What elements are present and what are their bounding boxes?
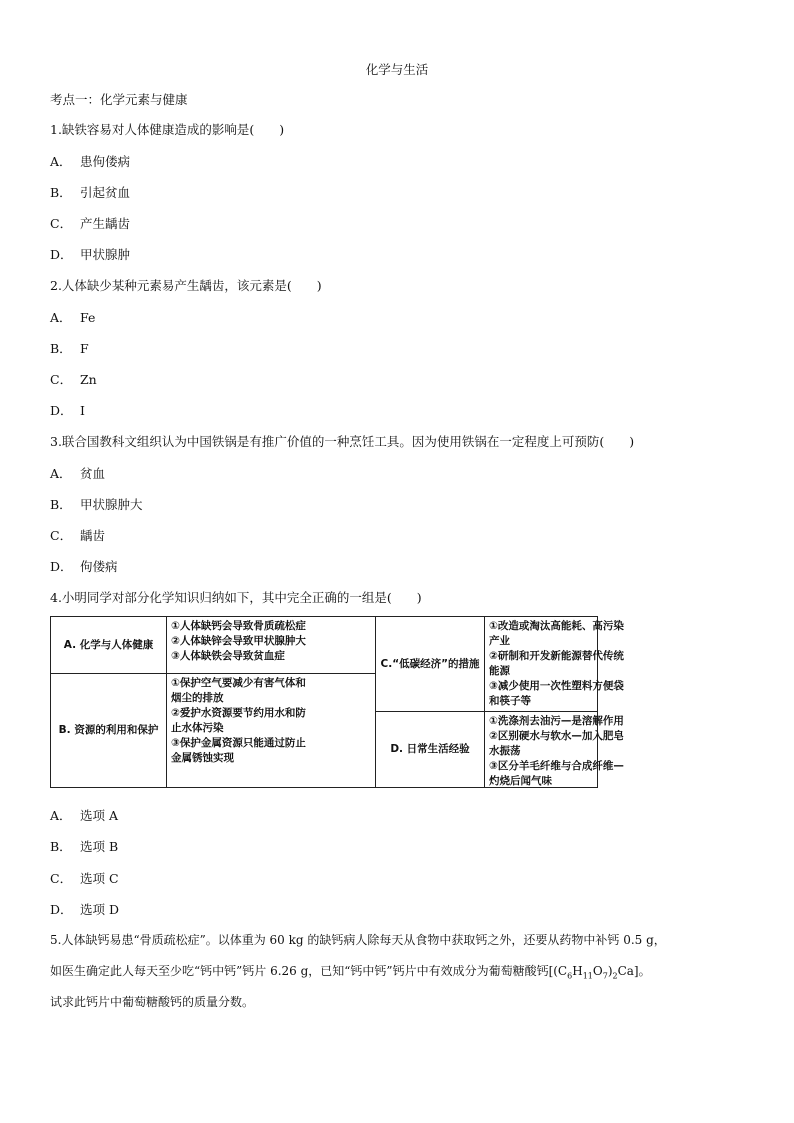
table-item: 灼烧后闻气味 [489,775,552,787]
formula-subscript: 2 [612,971,618,981]
table-item: ①洗涤剂去油污—是溶解作用 [489,715,624,727]
option-letter: D． [50,559,73,574]
table-item: ①改造或淘汰高能耗、高污染 [489,620,624,632]
option-text: 引起贫血 [80,185,131,200]
q1-option-d[interactable] [50,245,130,263]
table-item: ③区分羊毛纤维与合成纤维— [489,760,624,772]
table-head-a: A. 化学与人体健康 [50,616,167,674]
option-text: 患佝偻病 [80,154,131,169]
table-item: ①保护空气要减少有害气体和 [171,677,306,689]
table-item: ③保护金属资源只能通过防止 [171,737,306,749]
page-title: 化学与生活 [365,62,429,77]
formula-subscript: 7 [602,971,608,981]
table-item: ①人体缺钙会导致骨质疏松症 [171,620,306,632]
table-body-d [484,711,624,788]
option-text: Fe [80,310,96,325]
option-letter: D． [50,902,73,917]
option-text: 甲状腺肿 [80,247,131,262]
table-head-d: D. 日常生活经验 [375,711,485,788]
q4-option-c[interactable] [50,869,119,887]
table-head-b: B. 资源的利用和保护 [50,673,167,788]
option-text: 选项 A [80,808,119,823]
question-5-line-3: 试求此钙片中葡萄糖酸钙的质量分数。 [50,995,255,1009]
table-item: ③人体缺铁会导致贫血症 [171,650,285,662]
table-body-b [166,673,376,788]
q3-option-b[interactable] [50,495,143,513]
option-letter: A． [50,154,72,169]
option-text: 佝偻病 [80,559,118,574]
q5-text: Ca]。 [617,964,651,978]
table-item: ②区别硬水与软水—加入肥皂 [489,730,624,742]
table-item: 金属锈蚀实现 [171,752,234,764]
option-text: 选项 B [80,839,119,854]
question-4-stem: 4.小明同学对部分化学知识归纳如下，其中完全正确的一组是( ) [50,590,422,605]
option-letter: D． [50,403,73,418]
option-letter: B． [50,497,72,512]
knowledge-table [50,616,624,788]
option-letter: A． [50,310,72,325]
question-2-stem: 2.人体缺少某种元素易产生龋齿，该元素是( ) [50,278,322,293]
q4-option-b[interactable] [50,837,118,855]
q4-option-d[interactable] [50,900,119,918]
table-item: ②研制和开发新能源替代传统 [489,650,624,662]
option-letter: B． [50,185,72,200]
q2-option-a[interactable] [50,308,95,326]
table-item: ②人体缺锌会导致甲状腺肿大 [171,635,306,647]
table-head-c: C.“低碳经济”的措施 [375,616,485,712]
question-1-stem: 1.缺铁容易对人体健康造成的影响是( ) [50,122,285,137]
table-body-a [166,616,376,674]
option-letter: C． [50,528,73,543]
option-letter: D． [50,247,73,262]
q2-option-b[interactable] [50,339,89,357]
q1-option-a[interactable] [50,152,130,170]
option-text: 产生龋齿 [80,216,131,231]
q2-option-c[interactable] [50,370,97,388]
table-item: 和筷子等 [489,695,531,707]
table-body-c [484,616,624,712]
option-text: Zn [80,372,97,387]
option-letter: B． [50,839,72,854]
section-heading: 考点一：化学元素与健康 [50,92,188,107]
formula-symbol: O [592,964,603,978]
question-5-line-1: 5.人体缺钙易患“骨质疏松症”。以体重为 60 kg 的缺钙病人除每天从食物中获取钙之外，还要从药物中补钙 0.5 g， [50,933,666,947]
q3-option-d[interactable] [50,557,118,575]
option-text: 选项 D [80,902,119,917]
formula-symbol: ) [607,964,613,978]
option-letter: C． [50,372,73,387]
formula-subscript: 11 [582,971,593,981]
option-letter: C． [50,871,73,886]
option-letter: B． [50,341,72,356]
question-5-line-2 [50,962,651,980]
q3-option-a[interactable] [50,464,105,482]
table-item: 产业 [489,635,510,647]
option-text: 甲状腺肿大 [80,497,143,512]
q3-option-c[interactable] [50,526,105,544]
q1-option-b[interactable] [50,183,130,201]
table-item: 止水体污染 [171,722,224,734]
formula-symbol: H [572,964,583,978]
q2-option-d[interactable] [50,401,85,419]
table-item: ②爱护水资源要节约用水和防 [171,707,306,719]
table-item: 能源 [489,665,510,677]
formula-subscript: 6 [567,971,573,981]
q5-text: 如医生确定此人每天至少吃“钙中钙”钙片 6.26 g，已知“钙中钙”钙片中有效成分为葡萄糖酸钙[(C [50,964,568,978]
table-item: ③减少使用一次性塑料方便袋 [489,680,624,692]
option-text: 龋齿 [80,528,106,543]
option-letter: A． [50,466,72,481]
question-3-stem: 3.联合国教科文组织认为中国铁锅是有推广价值的一种烹饪工具。因为使用铁锅在一定程度上可预防( ) [50,434,635,449]
option-text: 选项 C [80,871,119,886]
q4-option-a[interactable] [50,806,118,824]
option-text: F [80,341,89,356]
option-letter: C． [50,216,73,231]
option-letter: A． [50,808,72,823]
option-text: 贫血 [80,466,106,481]
q1-option-c[interactable] [50,214,130,232]
table-item: 烟尘的排放 [171,692,224,704]
option-text: I [80,403,85,418]
table-item: 水振荡 [489,745,521,757]
